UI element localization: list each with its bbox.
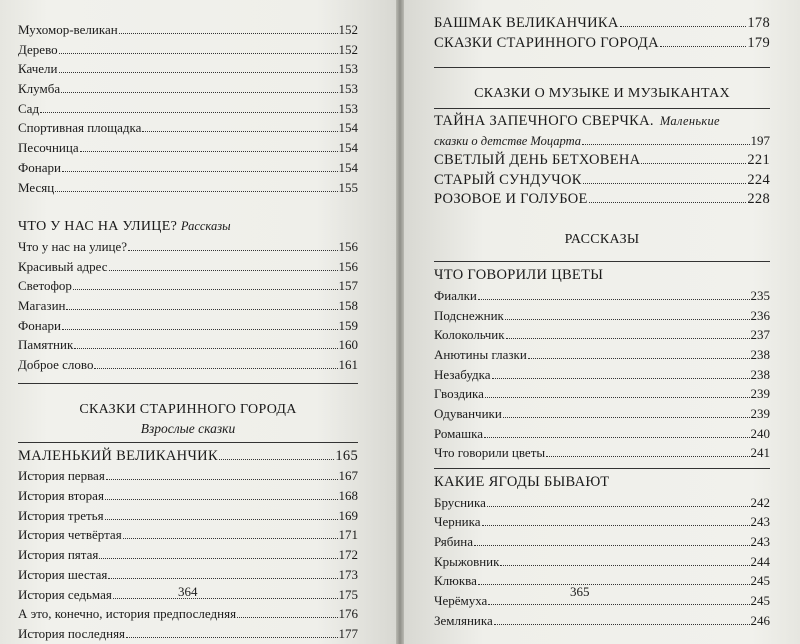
toc-entry[interactable]	[18, 355, 358, 375]
section-title: ЧТО У НАС НА УЛИЦЕ?	[18, 218, 178, 234]
toc-entry[interactable]	[18, 525, 358, 545]
toc-entry[interactable]	[434, 611, 770, 631]
toc-entry-title: Фонари	[18, 159, 61, 175]
toc-entry[interactable]	[434, 151, 770, 171]
toc-entry[interactable]	[18, 486, 358, 506]
leader-dots	[582, 144, 749, 145]
toc-entry-title: СКАЗКИ СТАРИННОГО ГОРОДА	[434, 34, 659, 51]
toc-entry-title: Качели	[18, 61, 58, 77]
toc-entry-title: Спортивная площадка	[18, 120, 142, 136]
divider	[434, 67, 770, 68]
toc-entry[interactable]	[18, 138, 358, 158]
toc-entry-title: Месяц	[18, 179, 55, 195]
toc-entry-page: 158	[338, 297, 358, 313]
toc-entry[interactable]	[434, 404, 770, 424]
toc-entry-page: 244	[750, 553, 770, 569]
toc-entry-page: 179	[747, 34, 770, 51]
toc-entry[interactable]	[18, 276, 358, 296]
toc-entry[interactable]	[434, 365, 770, 385]
leader-dots	[660, 46, 746, 47]
toc-entry[interactable]	[434, 532, 770, 552]
toc-entry-page: 224	[747, 171, 770, 188]
toc-entry-page: 161	[338, 357, 358, 372]
toc-entry-title: Светофор	[18, 278, 72, 294]
toc-entry-page: 172	[338, 547, 358, 563]
leader-dots	[106, 479, 338, 480]
toc-entry[interactable]	[18, 79, 358, 99]
toc-entry-page: 171	[338, 527, 358, 543]
toc-entry-page: 160	[338, 337, 358, 353]
toc-entry[interactable]	[434, 325, 770, 345]
toc-entry[interactable]	[18, 316, 358, 336]
right-page	[404, 0, 800, 644]
leader-dots	[485, 397, 750, 398]
toc-entry[interactable]	[434, 190, 770, 210]
toc-entry-title: Красивый адрес	[18, 258, 108, 274]
toc-entry-title: Что у нас на улице?	[18, 238, 128, 254]
toc-entry-title: История последняя	[18, 625, 126, 641]
toc-entry-page: 175	[338, 586, 358, 602]
toc-entry[interactable]	[434, 34, 770, 54]
toc-entry-page: 154	[338, 159, 358, 175]
toc-entry-title: Земляника	[434, 612, 493, 628]
toc-entry-title: История третья	[18, 507, 104, 523]
toc-heading-title: ЧТО ГОВОРИЛИ ЦВЕТЫ	[434, 267, 604, 284]
toc-entry[interactable]	[18, 545, 358, 565]
toc-entry-title: Анютины глазки	[434, 346, 527, 362]
toc-entry-page: 243	[750, 514, 770, 530]
toc-entry-title: История седьмая	[18, 586, 112, 602]
leader-dots	[487, 506, 750, 507]
toc-entry[interactable]	[18, 296, 358, 316]
toc-entry[interactable]	[434, 493, 770, 513]
toc-entry-page: 245	[750, 593, 770, 609]
leader-dots	[119, 33, 338, 34]
leader-dots	[62, 329, 338, 330]
leader-dots	[61, 92, 337, 93]
leader-dots	[108, 578, 337, 579]
toc-entry[interactable]	[434, 552, 770, 572]
toc-entry-page: 236	[750, 307, 770, 323]
toc-entry[interactable]	[18, 40, 358, 60]
toc-entry[interactable]	[18, 335, 358, 355]
toc-entry-page: 156	[338, 238, 358, 254]
toc-heading-flowers[interactable]	[434, 266, 770, 286]
toc-entry-page: 176	[338, 606, 358, 622]
leader-dots	[59, 72, 338, 73]
toc-entry-page: 177	[338, 625, 358, 641]
toc-entry-title: Крыжовник	[434, 553, 500, 569]
toc-entry[interactable]	[434, 306, 770, 326]
divider	[434, 261, 770, 262]
toc-entry-title: Дерево	[18, 41, 58, 57]
toc-entry-page: 153	[338, 81, 358, 97]
toc-group-top	[434, 14, 770, 53]
toc-entry-title: Магазин	[18, 297, 66, 313]
section-title-stories: РАССКАЗЫ	[564, 232, 640, 248]
toc-entry-page: 173	[338, 566, 358, 582]
toc-entry[interactable]	[18, 158, 358, 178]
leader-dots	[546, 456, 749, 457]
toc-entry-title: Подснежник	[434, 307, 504, 323]
toc-entry[interactable]	[18, 20, 358, 40]
toc-entry[interactable]	[18, 178, 358, 198]
toc-entry[interactable]	[434, 286, 770, 306]
toc-entry-cricket[interactable]	[434, 112, 770, 131]
toc-entry-title: Мухомор-великан	[18, 22, 118, 37]
toc-entry-page: 152	[338, 41, 358, 57]
left-page	[0, 0, 396, 644]
toc-heading-berries[interactable]	[434, 473, 770, 493]
toc-entry-title: ТАЙНА ЗАПЕЧНОГО СВЕРЧКА.	[434, 113, 654, 130]
leader-dots	[237, 617, 337, 618]
leader-dots	[528, 358, 750, 359]
toc-entry-page: 155	[338, 179, 358, 195]
leader-dots	[506, 338, 750, 339]
toc-entry[interactable]	[434, 14, 770, 34]
toc-entry[interactable]	[434, 591, 770, 611]
toc-group-music	[434, 151, 770, 210]
toc-entry-title: Памятник	[18, 337, 74, 353]
leader-dots	[62, 171, 338, 172]
leader-dots	[219, 459, 334, 460]
page-number: 364	[178, 584, 198, 599]
toc-entry-title: Доброе слово	[18, 357, 94, 372]
toc-entry-title: Черника	[434, 514, 481, 530]
toc-entry-subtitle: сказки о детстве Моцарта	[434, 134, 582, 149]
toc-entry-page: 168	[338, 488, 358, 504]
toc-entry-title: СТАРЫЙ СУНДУЧОК	[434, 171, 582, 188]
leader-dots	[59, 53, 338, 54]
toc-entry-title: Одуванчики	[434, 405, 502, 421]
toc-entry-title: История первая	[18, 468, 105, 484]
toc-entry-page: 159	[338, 317, 358, 333]
leader-dots	[94, 368, 337, 369]
leader-dots	[503, 417, 750, 418]
toc-entry-page: 221	[747, 152, 770, 169]
toc-entry-page: 240	[750, 425, 770, 441]
toc-entry[interactable]	[18, 466, 358, 486]
left-toc-column	[18, 20, 358, 644]
toc-entry-title: Фонари	[18, 317, 61, 333]
toc-entry-title: СВЕТЛЫЙ ДЕНЬ БЕТХОВЕНА	[434, 152, 641, 169]
book-gutter	[396, 0, 404, 644]
leader-dots	[123, 538, 338, 539]
toc-entry[interactable]	[18, 604, 358, 624]
toc-entry-page: 238	[750, 346, 770, 362]
leader-dots	[73, 289, 338, 290]
leader-dots	[55, 191, 337, 192]
toc-entry-title: История пятая	[18, 547, 99, 563]
toc-entry-page: 153	[338, 61, 358, 77]
toc-entry-page: 152	[338, 22, 358, 37]
leader-dots	[113, 598, 338, 599]
leader-dots	[80, 151, 338, 152]
divider	[18, 442, 358, 443]
section-subtitle: Рассказы	[180, 218, 231, 233]
leader-dots	[66, 309, 337, 310]
toc-entry-title: Брусника	[434, 494, 486, 510]
toc-entry[interactable]	[18, 237, 358, 257]
toc-entry-page: 245	[750, 573, 770, 589]
toc-entry-page: 178	[747, 15, 770, 31]
page-number: 365	[570, 584, 590, 599]
toc-entry-title: Незабудка	[434, 366, 491, 382]
toc-entry-page: 246	[750, 612, 770, 628]
leader-dots	[589, 202, 747, 203]
toc-entry-title: История четвёртая	[18, 527, 122, 543]
toc-entry-page: 154	[338, 140, 358, 156]
toc-group-street	[18, 237, 358, 375]
toc-entry-title: Черёмуха	[434, 593, 488, 609]
right-toc-column	[434, 14, 770, 631]
toc-heading-title: КАКИЕ ЯГОДЫ БЫВАЮТ	[434, 474, 610, 490]
toc-entry-page: 157	[338, 278, 358, 294]
toc-entry-page: 154	[338, 120, 358, 136]
toc-entry-page: 169	[338, 507, 358, 523]
leader-dots	[99, 558, 337, 559]
leader-dots	[482, 525, 750, 526]
section-heading-street	[18, 217, 358, 237]
leader-dots	[505, 319, 750, 320]
section-title-music: СКАЗКИ О МУЗЫКЕ И МУЗЫКАНТАХ	[474, 86, 730, 102]
section-subtitle-old-town: Взрослые сказки	[140, 420, 236, 436]
leader-dots	[494, 624, 750, 625]
toc-entry-title: РОЗОВОЕ И ГОЛУБОЕ	[434, 191, 588, 208]
toc-entry-title: Песочница	[18, 140, 79, 156]
leader-dots	[105, 519, 338, 520]
toc-entry-page: 239	[750, 386, 770, 402]
leader-dots	[40, 112, 337, 113]
toc-entry-page: 197	[750, 133, 770, 149]
leader-dots	[500, 565, 749, 566]
toc-entry[interactable]	[18, 59, 358, 79]
toc-entry-page: 165	[335, 447, 358, 464]
toc-entry-title: МАЛЕНЬКИЙ ВЕЛИКАНЧИК	[18, 447, 218, 464]
leader-dots	[620, 26, 747, 27]
toc-entry-subtitle: Маленькие	[659, 114, 720, 129]
toc-entry[interactable]	[434, 384, 770, 404]
toc-group-flowers	[434, 286, 770, 463]
leader-dots	[109, 270, 338, 271]
toc-entry-title: Рябина	[434, 534, 474, 550]
toc-group-stories	[18, 466, 358, 643]
toc-entry-main[interactable]	[18, 447, 358, 467]
toc-entry-page: 237	[750, 327, 770, 343]
leader-dots	[142, 131, 337, 132]
toc-entry-title: Гвоздика	[434, 386, 484, 402]
toc-entry-page: 235	[750, 287, 770, 303]
toc-entry-page: 241	[750, 445, 770, 461]
leader-dots	[126, 637, 337, 638]
toc-entry[interactable]	[434, 424, 770, 444]
toc-entry-title: А это, конечно, история предпоследняя	[18, 606, 237, 622]
divider	[434, 108, 770, 109]
leader-dots	[478, 584, 750, 585]
section-title-old-town: СКАЗКИ СТАРИННОГО ГОРОДА	[79, 401, 297, 417]
toc-entry-title: Клумба	[18, 81, 61, 97]
leader-dots	[105, 499, 338, 500]
toc-entry-page: 238	[750, 366, 770, 382]
toc-entry[interactable]	[18, 99, 358, 119]
leader-dots	[128, 250, 337, 251]
toc-entry[interactable]	[434, 171, 770, 191]
leader-dots	[74, 348, 337, 349]
toc-entry-title: Фиалки	[434, 287, 477, 303]
toc-entry[interactable]	[18, 506, 358, 526]
toc-entry-cricket-cont[interactable]	[434, 131, 770, 151]
divider	[18, 383, 358, 384]
toc-group-berries	[434, 493, 770, 631]
toc-entry-page: 167	[338, 468, 358, 484]
toc-entry[interactable]	[434, 443, 770, 463]
leader-dots	[484, 437, 750, 438]
toc-entry[interactable]	[434, 345, 770, 365]
toc-entry[interactable]	[434, 571, 770, 591]
toc-entry[interactable]	[434, 512, 770, 532]
toc-entry-page: 156	[338, 258, 358, 274]
leader-dots	[478, 299, 750, 300]
leader-dots	[492, 378, 750, 379]
toc-entry-title: История вторая	[18, 488, 104, 504]
toc-entry-page: 153	[338, 100, 358, 116]
leader-dots	[641, 163, 746, 164]
toc-entry-title: История шестая	[18, 566, 108, 582]
leader-dots	[474, 545, 749, 546]
toc-entry[interactable]	[18, 118, 358, 138]
toc-entry-title: Сад	[18, 100, 40, 116]
toc-entry-title: Ромашка	[434, 425, 483, 441]
toc-entry-title: Клюква	[434, 573, 477, 589]
divider	[434, 468, 770, 469]
toc-entry-title: Колокольчик	[434, 327, 505, 343]
toc-entry-page: 228	[747, 191, 770, 208]
toc-entry[interactable]	[18, 257, 358, 277]
toc-entry-page: 239	[750, 405, 770, 421]
toc-group-playground	[18, 20, 358, 197]
toc-entry-title: БАШМАК ВЕЛИКАНЧИКА	[434, 15, 619, 31]
toc-entry-title: Что говорили цветы	[434, 445, 546, 461]
toc-entry[interactable]	[18, 624, 358, 644]
leader-dots	[583, 183, 747, 184]
toc-entry-page: 243	[750, 534, 770, 550]
toc-entry-page: 242	[750, 494, 770, 510]
toc-entry[interactable]	[18, 565, 358, 585]
leader-dots	[488, 604, 749, 605]
